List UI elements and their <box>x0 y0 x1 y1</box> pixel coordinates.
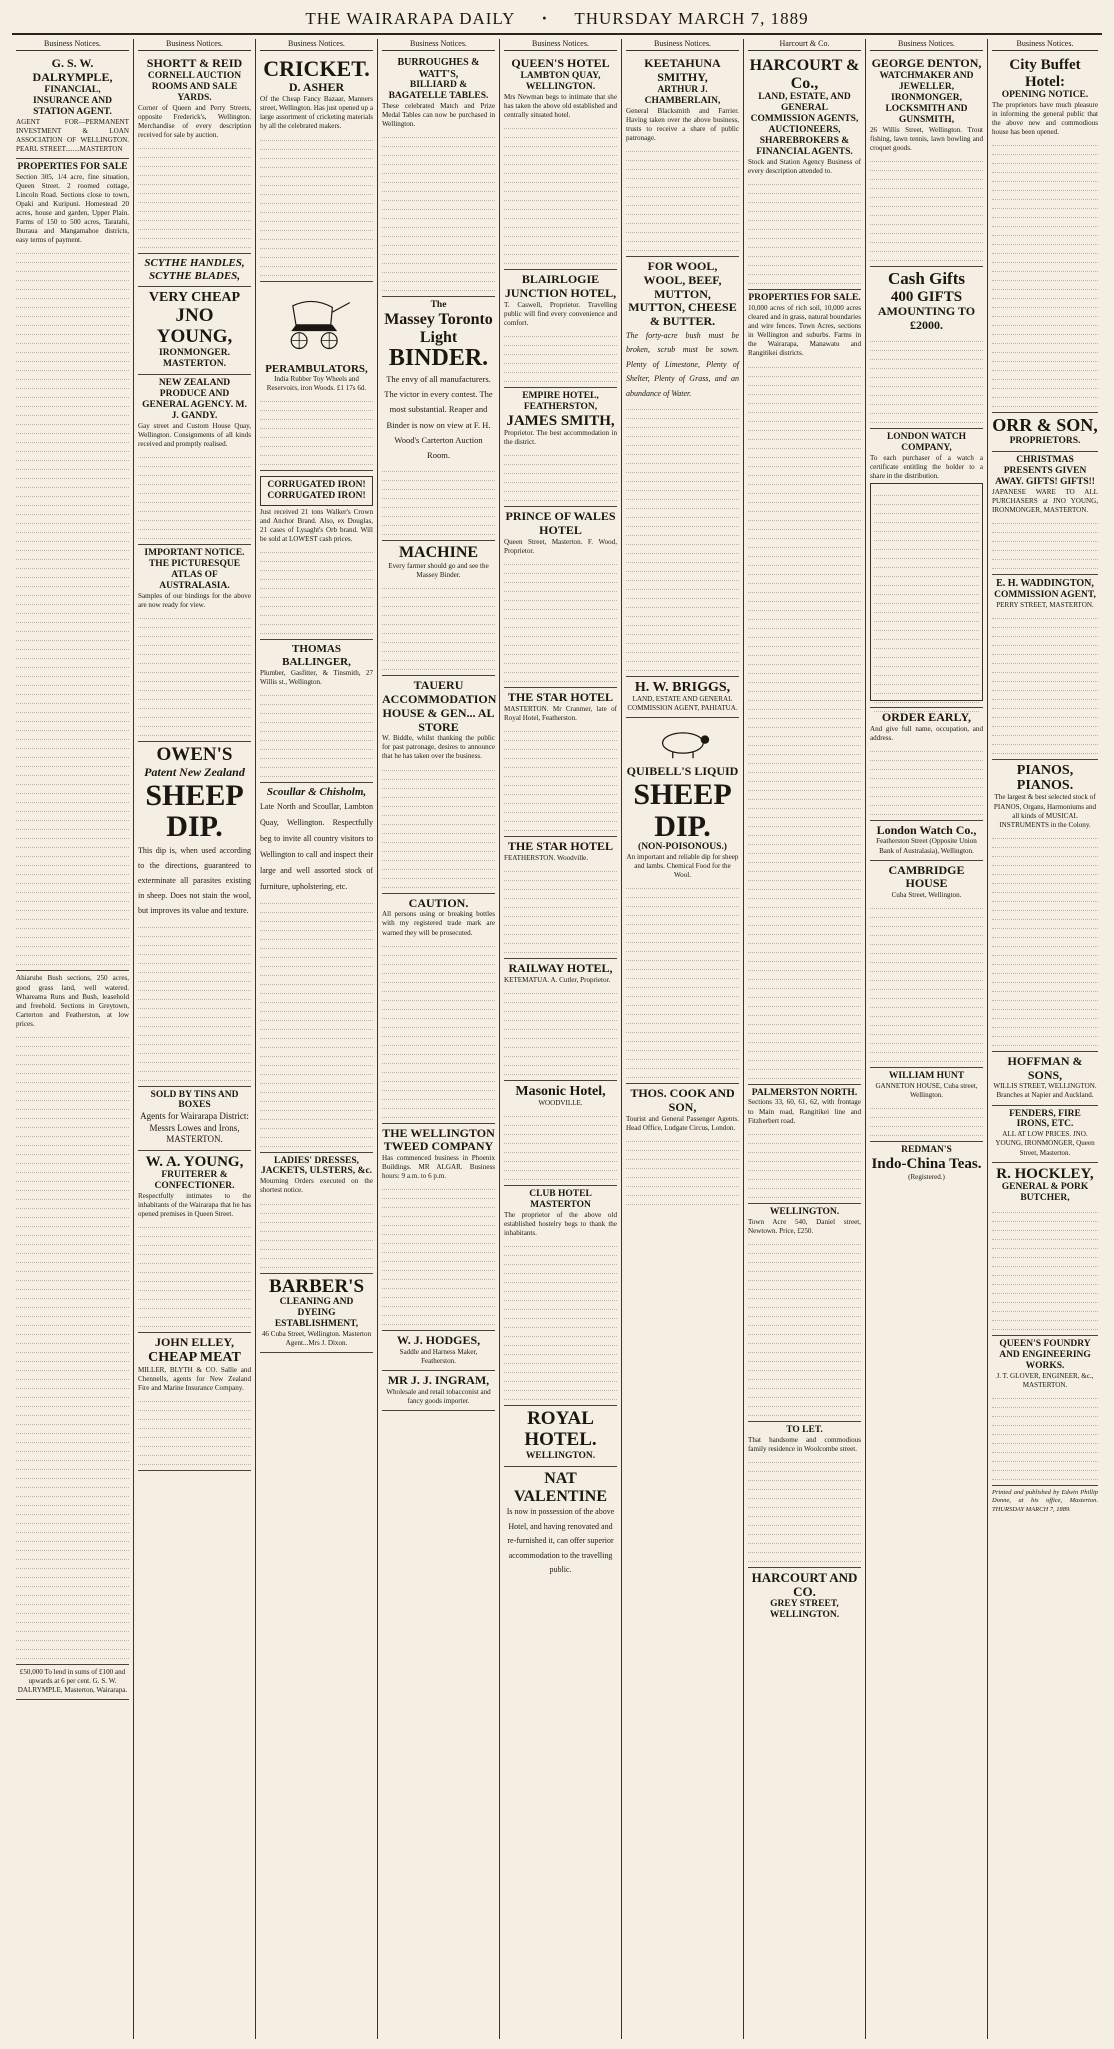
ad-text: Is now in possession of the above Hotel, and having renovated and re-furnished it, can offer superior accommodation to the travelling public. <box>506 1507 615 1574</box>
ad-subtitle: THOS. COOK AND SON, <box>630 1086 735 1115</box>
column-3 <box>256 39 378 2039</box>
ad-nat-valentine <box>504 1467 617 1581</box>
ad-subtitle: WELLINGTON. <box>769 1206 840 1217</box>
ad-subtitle: PIANOS, PIANOS. <box>1016 762 1074 794</box>
ad-subtitle: D. ASHER <box>288 80 345 95</box>
ad-text: The largest & best selected stock of PIANOS, Organs, Harmoniums and all kinds of MUSICAL INSTRUMENTS in the Colony. <box>993 793 1097 829</box>
ad-london-watch-co <box>870 821 983 861</box>
ad-huge: BINDER. <box>388 345 489 372</box>
ad-subtitle: IRONMONGER. MASTERTON. <box>159 348 230 370</box>
masthead-title: THE WAIRARAPA DAILY <box>305 9 516 28</box>
ad-big: Cash Gifts <box>888 268 965 288</box>
ad-quibells-sheep-dip <box>626 718 739 1084</box>
ad-text: Saddle and Harness Maker, Featherston. <box>399 1348 478 1366</box>
ad-imprint <box>992 1486 1098 1518</box>
ad-title: HARCOURT & Co., <box>749 57 860 92</box>
column-head: Business Notices. <box>260 39 373 51</box>
ad-text: 46 Cuba Street, Wellington. Masterton Agent...Mrs J. Dixon. <box>261 1330 372 1348</box>
ad-john-elley <box>138 1333 251 1470</box>
ad-subtitle: PALMERSTON NORTH. <box>751 1087 858 1098</box>
ad-big: W. A. YOUNG, <box>145 1153 244 1170</box>
ad-text: Printed and published by Edwin Phillip Donne, at his office, Masterton. THURSDAY MARCH 7, 1889. <box>992 1488 1098 1513</box>
ad-big: QUIBELL'S LIQUID <box>626 764 739 779</box>
ad-subtitle: (NON-POISONOUS.) <box>638 842 727 853</box>
ad-subtitle: PRINCE OF WALES HOTEL <box>505 509 616 538</box>
ad-queens-foundry <box>992 1336 1098 1486</box>
ad-to-let <box>748 1422 861 1568</box>
ad-burroughes-watt <box>382 54 495 297</box>
ad-subtitle: WATCHMAKER AND JEWELLER, IRONMONGER, LOCKSMITH AND GUNSMITH, <box>879 71 974 125</box>
column-9 <box>988 39 1102 2039</box>
ad-text: Plumber, Gasfitter, & Tinsmith, 27 Willis st., Wellington. <box>260 668 373 686</box>
ad-subtitle: Masonic Hotel, <box>515 1083 606 1099</box>
ad-title: E. H. WADDINGTON, <box>996 578 1094 590</box>
ad-title: City Buffet Hotel: <box>1009 57 1081 90</box>
ad-subtitle: COMMISSION AGENT, <box>994 589 1096 600</box>
ad-subtitle: Scoullar & Chisholm, <box>266 785 367 798</box>
ad-subtitle: FOR WOOL, WOOL, BEEF, MUTTON, MUTTON, CHEESE & BUTTER. <box>628 258 737 329</box>
ad-text: All persons using or breaking bottles with my registered trade mark are warned they will be prosecuted. <box>382 910 495 937</box>
ad-redmans-tea <box>870 1142 983 1186</box>
ad-tweed-company <box>382 1124 495 1332</box>
ad-cash-gifts <box>870 267 983 429</box>
listing-lines <box>16 1030 129 1659</box>
ad-subtitle: RAILWAY HOTEL, <box>508 961 613 976</box>
ad-lowes-irons <box>138 1087 251 1151</box>
ad-city-buffet <box>992 54 1098 413</box>
ad-title: G. S. W. DALRYMPLE, <box>32 56 113 85</box>
ad-scoullar-chisholm <box>260 783 373 1153</box>
ad-text: These celebrated Match and Prize Medal Tables can now be purchased in Wellington. <box>382 102 495 129</box>
ad-machine <box>382 541 495 676</box>
ad-subtitle: OPENING NOTICE. <box>1001 90 1089 101</box>
ad-subtitle: QUEEN'S FOUNDRY AND ENGINEERING WORKS. <box>999 1338 1091 1371</box>
column-1 <box>12 39 134 2039</box>
ad-title: WILLIAM HUNT <box>888 1071 965 1082</box>
ad-subtitle: CORNELL AUCTION ROOMS AND SALE YARDS. <box>147 71 242 103</box>
ad-title: BURROUGHES & WATT'S, <box>397 57 480 80</box>
ad-subtitle: LAMBTON QUAY, WELLINGTON. <box>520 71 601 92</box>
column-head: Business Notices. <box>16 39 129 51</box>
ad-subtitle: Patent New Zealand <box>144 764 245 779</box>
ad-pianos <box>992 760 1098 1052</box>
ad-william-hunt <box>870 1068 983 1142</box>
ad-big: NAT VALENTINE <box>513 1470 608 1505</box>
ad-jno-young <box>138 287 251 375</box>
ad-loans <box>16 1665 129 1700</box>
ad-text: Samples of our bindings for the above are now ready for view. <box>138 591 251 609</box>
ad-ballinger <box>260 640 373 782</box>
ad-subtitle: CHRISTMAS PRESENTS GIVEN AWAY. GIFTS! GIFTS!! <box>995 455 1095 488</box>
ad-properties <box>16 159 129 972</box>
ad-text: ALL AT LOW PRICES. JNO. YOUNG, IRONMONGER, Queen Street, Masterton. <box>995 1130 1095 1157</box>
ad-shortt-reid <box>138 54 251 254</box>
ad-big: HARCOURT AND CO. <box>751 1569 858 1600</box>
ad-george-denton <box>870 54 983 267</box>
ad-briggs <box>626 677 739 719</box>
ad-title: SHORTT & REID <box>146 56 243 71</box>
ad-ingram <box>382 1371 495 1411</box>
ad-fenders <box>992 1106 1098 1163</box>
ad-subtitle: THE STAR HOTEL <box>507 839 614 854</box>
ad-hodges <box>382 1331 495 1371</box>
ad-waddington <box>992 575 1098 760</box>
ad-star-hotel-woodville <box>504 837 617 959</box>
ad-big: JNO YOUNG, <box>156 305 233 348</box>
ad-subtitle: CLEANING AND DYEING ESTABLISHMENT, <box>274 1297 359 1330</box>
ad-subtitle: NEW ZEALAND PRODUCE AND GENERAL AGENCY. M. J. GANDY. <box>142 378 247 421</box>
ad-subtitle: The <box>430 300 447 311</box>
ad-text: Town Acre 540, Daniel street, Newtown. Price, £250. <box>748 1217 861 1235</box>
column-2 <box>134 39 256 2039</box>
ad-taueru <box>382 676 495 893</box>
ad-text: India Rubber Toy Wheels and Reservoirs, iron Woods. £1 17s 6d. <box>266 375 367 393</box>
ad-subtitle: PROPRIETORS. <box>1009 436 1081 447</box>
ad-text: To each purchaser of a watch a certificate entitling the holder to a share in the distribution. <box>870 453 983 480</box>
ad-gandy <box>138 375 251 545</box>
ad-keetahuna-smithy <box>626 54 739 257</box>
ad-text: Mrs Newman begs to intimate that she has taken the above old established and centrally situated hotel. <box>504 92 617 120</box>
ad-christmas-presents <box>992 452 1098 575</box>
ad-text: Every farmer should go and see the Massey Binder. <box>388 561 489 580</box>
column-5 <box>500 39 622 2039</box>
ad-subtitle: GENERAL & PORK BUTCHER, <box>1001 1182 1089 1204</box>
ad-text: MASTERTON. Mr Cranmer, late of Royal Hotel, Featherston. <box>504 704 617 723</box>
ad-text: General Blacksmith and Farrier. Having taken over the above business, trusts to receive a share of public patronage. <box>626 106 739 142</box>
ad-harcourt <box>748 54 861 290</box>
ad-huge: SHEEP DIP. <box>633 778 732 843</box>
ad-subtitle: PROPERTIES FOR SALE. <box>748 293 861 304</box>
ad-subtitle: ORDER EARLY, <box>881 709 972 724</box>
ad-subtitle: LAND, ESTATE, AND GENERAL COMMISSION AGENTS, AUCTIONEERS, SHAREBROKERS & FINANCIAL AGENTS. <box>750 92 859 158</box>
ad-hockley <box>992 1163 1098 1336</box>
masthead <box>12 8 1102 35</box>
ad-title: QUEEN'S HOTEL <box>511 56 610 71</box>
ad-text: This dip is, when used according to the directions, guaranteed to exterminate all parasites existing in sheep. Does not stain the wool, but improves its value and texture. <box>138 845 251 916</box>
ad-text: (Registered.) <box>908 1172 945 1181</box>
ad-text: Respectfully intimates to the inhabitants of the Wairarapa that he has opened premises in Queen Street. <box>138 1192 251 1219</box>
listing-lines <box>16 246 129 965</box>
ad-title: BLAIRLOGIE JUNCTION HOTEL, <box>504 272 617 300</box>
ad-harcourt-properties <box>748 290 861 1084</box>
ad-text: An important and reliable dip for sheep and lambs. Chemical Food for the Wool. <box>626 853 739 880</box>
ad-text: 10,000 acres of rich soil, 10,000 acres cleared and in grass, natural boundaries and wire fences. Town Acres, sections in Wellington and suburbs. Farms in the Wairarapa, Manawatu and Rangitikei districts. <box>748 304 861 358</box>
ad-orr-son <box>992 413 1098 452</box>
ad-empire-hotel <box>504 388 617 508</box>
ad-text: Has commenced business in Phoenix Buildings. MR ALGAR. Business hours: 9 a.m. to 6 p.m. <box>382 1154 495 1181</box>
ad-wa-young <box>138 1151 251 1334</box>
ad-subtitle: MR J. J. INGRAM, <box>387 1373 490 1388</box>
ad-subtitle: MACHINE <box>398 544 479 562</box>
ad-title: JOHN ELLEY, <box>155 1335 234 1350</box>
ad-subtitle: REDMAN'S <box>901 1145 952 1156</box>
columns <box>12 39 1102 2039</box>
ad-subtitle: CHEAP MEAT <box>148 1350 241 1366</box>
ad-text: Corner of Queen and Perry Streets, opposite Frederick's, Wellington. Merchandise of every description received for sale by auction. <box>138 103 251 140</box>
column-head: Business Notices. <box>870 39 983 51</box>
ad-big: CRICKET. <box>263 56 370 82</box>
ad-subtitle: FINANCIAL, INSURANCE AND STATION AGENT. <box>33 84 112 117</box>
ad-subtitle: EMPIRE HOTEL, FEATHERSTON, <box>522 390 599 412</box>
ad-subtitle: THOMAS BALLINGER, <box>282 643 351 669</box>
ad-big: JAMES SMITH, <box>506 412 615 429</box>
ad-subtitle: TO LET. <box>786 1424 823 1435</box>
ad-text: MILLER, BLYTH & CO. Sallie and Chennells, agents for New Zealand Fire and Marine Insurance Company. <box>138 1365 251 1392</box>
ad-title: KEETAHUNA SMITHY, <box>644 56 721 85</box>
ad-huge: SHEEP DIP. <box>145 778 244 844</box>
ad-subtitle: WELLINGTON. <box>525 1451 596 1462</box>
ad-text: £50,000 To lend in sums of £100 and upwards at 6 per cent. G. S. W. DALRYMPLE, Masterton, Wairarapa. <box>17 1667 128 1695</box>
ad-text: Tourist and General Passenger Agents. Head Office, Ludgate Circus, London. <box>626 1115 739 1133</box>
column-7 <box>744 39 866 2039</box>
masthead-separator: · <box>541 8 549 28</box>
ad-harcourt-footer <box>748 1568 861 1625</box>
ad-barbers <box>260 1274 373 1354</box>
ad-masonic-hotel <box>504 1081 617 1186</box>
ad-text: JAPANESE WARE TO ALL PURCHASERS at JNO YOUNG, IRONMONGER, MASTERTON. <box>992 487 1098 515</box>
ad-big: ORR & SON, <box>992 415 1098 436</box>
ad-corrugated-iron <box>260 471 373 640</box>
ad-owens-sheep-dip <box>138 742 251 1087</box>
column-head: Business Notices. <box>626 39 739 51</box>
ad-text: T. Caswell, Proprietor. Travelling public will find every convenience and comfort. <box>504 300 617 327</box>
ad-wellington-props <box>748 1204 861 1422</box>
ad-subtitle: London Watch Co., <box>876 822 977 837</box>
ad-subtitle: H. W. BRIGGS, <box>634 679 731 695</box>
ad-order-early <box>870 708 983 821</box>
ad-ladies-dresses <box>260 1153 373 1274</box>
column-head: Business Notices. <box>138 39 251 51</box>
ad-text: Gay street and Custom House Quay, Wellington. Consignments of all kinds received and promptly realised. <box>138 421 251 448</box>
ad-text: GANNETON HOUSE, Cuba street, Wellington. <box>875 1082 978 1100</box>
ad-text: PERRY STREET, MASTERTON. <box>996 600 1094 609</box>
ad-subtitle: CAUTION. <box>408 895 469 910</box>
column-8 <box>866 39 988 2039</box>
ad-subtitle: PROPERTIES FOR SALE <box>17 161 128 172</box>
ad-big: ROYAL HOTEL. <box>524 1408 597 1451</box>
ad-subtitle: SOLD BY TINS AND BOXES <box>150 1089 239 1111</box>
ad-prince-of-wales <box>504 507 617 688</box>
ad-subtitle: ARTHUR J. CHAMBERLAIN, <box>644 84 721 106</box>
ad-dalrymple <box>16 54 129 159</box>
ad-caution <box>382 894 495 1124</box>
ad-star-hotel-masterton <box>504 688 617 837</box>
ad-subtitle: LADIES' DRESSES, JACKETS, ULSTERS, &c. <box>260 1155 373 1177</box>
column-6 <box>622 39 744 2039</box>
ad-subtitle: FRUITERER & CONFECTIONER. <box>154 1170 235 1192</box>
ad-text: WILLIS STREET, WELLINGTON. Branches at Napier and Auckland. <box>993 1082 1097 1100</box>
ad-text: AMOUNTING TO £2000. <box>877 304 976 332</box>
ad-royal-hotel <box>504 1406 617 1467</box>
ad-scythes <box>138 254 251 287</box>
ad-text: Sections 33, 60, 61, 62, with frontage to Main road, Rangitikei line and Fitzherbert road. <box>748 1098 861 1125</box>
ad-text: Proprietor. The best accommodation in the district. <box>504 429 617 447</box>
ad-text: The envy of all manufacturers. The victor in every contest. The most substantial. Reaper and Binder is now on view at F. H. Wood's Carterton Auction Room. <box>384 373 493 461</box>
ad-text: Late North and Scoullar, Lambton Quay, Wellington. Respectfully beg to invite all country visitors to Wellington to call and inspect their large and well assorted stock of furniture, upholstering, etc. <box>260 801 373 891</box>
ad-cambridge-house <box>870 861 983 1069</box>
ad-subtitle: THE WELLINGTON TWEED COMPANY <box>382 1125 495 1154</box>
ad-text: WOODVILLE. <box>538 1099 583 1108</box>
sheep-illustration <box>649 723 717 763</box>
ad-wool-beef <box>626 257 739 677</box>
ad-properties-2 <box>16 971 129 1664</box>
ad-massey-binder <box>382 297 495 541</box>
ad-thos-cook <box>626 1084 739 1210</box>
prize-table <box>870 483 983 701</box>
ad-big: Indo-China Teas. <box>871 1156 982 1173</box>
ad-text: KETEMATUA. A. Cutler, Proprietor. <box>504 975 611 984</box>
ad-subtitle: IMPORTANT NOTICE. THE PICTURESQUE ATLAS OF AUSTRALASIA. <box>144 548 245 591</box>
ad-perambulators <box>260 282 373 472</box>
ad-text: Agents for Wairarapa District: Messrs Lowes and Irons, MASTERTON. <box>140 1111 249 1145</box>
column-head: Business Notices. <box>382 39 495 51</box>
ad-text: Mourning Orders executed on the shortest notice. <box>260 1177 373 1195</box>
ad-text: Featherston Street (Opposite Union Bank of Australasia), Wellington. <box>876 837 977 855</box>
ad-big: BARBER'S <box>268 1275 365 1297</box>
ad-subtitle: FENDERS, FIRE IRONS, ETC. <box>1009 1108 1081 1130</box>
ad-title: GEORGE DENTON, <box>871 56 982 71</box>
column-4 <box>378 39 500 2039</box>
ad-text: Section 305, 1/4 acre, fine situation, Queen Street. 2 roomed cottage, Lincoln Road. Sections close to town, Opaki and Kuripuni. Homestead 20 acres, house and garden, Upper Plain. Farms of 150 to 500 acres, Taratahi, Ihuraua and Mangamahoe districts, easy terms of payment. <box>16 172 129 245</box>
ad-subtitle: CORRUGATED IRON! CORRUGATED IRON! <box>267 480 366 502</box>
ad-big: R. HOCKLEY, <box>996 1165 1094 1182</box>
ad-big: Massey Toronto Light <box>384 311 493 346</box>
ad-text: And give full name, occupation, and address. <box>870 724 983 742</box>
ad-subtitle: W. J. HODGES, <box>396 1333 481 1348</box>
ad-text: LAND, ESTATE AND GENERAL COMMISSION AGENT, PAHIATUA. <box>627 695 738 713</box>
ad-title: VERY CHEAP <box>148 290 241 306</box>
ad-subtitle: BILLIARD & BAGATELLE TABLES. <box>388 80 489 102</box>
masthead-date: THURSDAY MARCH 7, 1889 <box>574 9 809 28</box>
ad-queens-hotel <box>504 54 617 270</box>
ad-text: That handsome and commodious family residence in Woolcombe street. <box>748 1435 861 1453</box>
column-head: Harcourt & Co. <box>748 39 861 51</box>
ad-railway-hotel <box>504 959 617 1081</box>
ad-text: Just received 21 tons Walker's Crown and Anchor Brand. Also, ex Douglas, 21 cases of Lysaght's Orb brand. Will be sold at LOWEST cash prices. <box>260 508 373 544</box>
ad-subtitle: CLUB HOTEL MASTERTON <box>529 1189 592 1211</box>
ad-text: J. T. GLOVER, ENGINEER, &c., MASTERTON. <box>996 1371 1094 1389</box>
column-head: Business Notices. <box>992 39 1098 51</box>
ad-london-watch <box>870 429 983 708</box>
ad-text: Wholesale and retail tobacconist and fancy goods importer. <box>386 1388 491 1406</box>
ad-subtitle: PERAMBULATORS, <box>265 362 368 375</box>
ad-text: FEATHERSTON. Woodville. <box>504 853 589 862</box>
ad-text: The forty-acre bush must be broken, scrub must be sown. Plenty of Limestone, Plenty of Shelter, Plenty of Grass, and an abundance of Water. <box>626 330 739 398</box>
perambulator-illustration <box>277 289 356 359</box>
column-head: Business Notices. <box>504 39 617 51</box>
ad-text: Cuba Street, Wellington. <box>891 891 962 900</box>
ad-club-hotel <box>504 1186 617 1406</box>
ad-text: Queen Street, Masterton. F. Wood, Proprietor. <box>504 538 617 556</box>
ad-cricket <box>260 54 373 281</box>
ad-subtitle: HOFFMAN & SONS, <box>1007 1053 1083 1082</box>
ad-palmerston <box>748 1085 861 1204</box>
ad-subtitle: CAMBRIDGE HOUSE <box>888 862 965 891</box>
ad-text: 26 Willis Street, Wellington. Trout fishing, lawn tennis, lawn bowling and croquet goods. <box>870 125 983 152</box>
ad-text: Stock and Station Agency Business of every description attended to. <box>748 157 861 176</box>
ad-text: AGENT FOR—PERMANENT INVESTMENT & LOAN ASSOCIATION OF WELLINGTON. PEARL STREET........MASTERTON <box>16 117 129 153</box>
ad-text: Of the Cheap Fancy Bazaar, Manners street, Wellington. Has just opened up a large assortment of cricketing materials by all the celebrated makers. <box>260 95 373 131</box>
ad-subtitle: SCYTHE HANDLES, SCYTHE BLADES, <box>144 257 245 282</box>
ad-text: W. Biddle, whilst thanking the public for past patronage, desires to announce that he has taken over the business. <box>382 734 495 761</box>
ad-subtitle: 400 GIFTS <box>890 288 963 305</box>
ad-atlas <box>138 545 251 742</box>
ad-big: OWEN'S <box>156 743 233 765</box>
ad-subtitle: TAUERU ACCOMMODATION HOUSE & GEN... AL STORE <box>382 678 497 734</box>
ad-text: Ahiaruhe Bush sections, 250 acres, good grass land, well watered. Whareama Runs and Bush, leasehold and freehold. Sections in Greytown, Carterton and Featherston, at low prices. <box>16 974 129 1028</box>
ad-subtitle: GREY STREET, WELLINGTON. <box>769 1599 840 1621</box>
ad-subtitle: LONDON WATCH COMPANY, <box>886 431 967 453</box>
ad-subtitle: THE STAR HOTEL <box>507 690 614 705</box>
ad-text: The proprietors have much pleasure in informing the general public that the above new and commodious house has been opened. <box>992 101 1098 137</box>
ad-blairlogie <box>504 270 617 388</box>
ad-hoffman <box>992 1052 1098 1106</box>
ad-text: The proprietor of the above old established hostelry begs to thank the inhabitants. <box>504 1211 617 1238</box>
